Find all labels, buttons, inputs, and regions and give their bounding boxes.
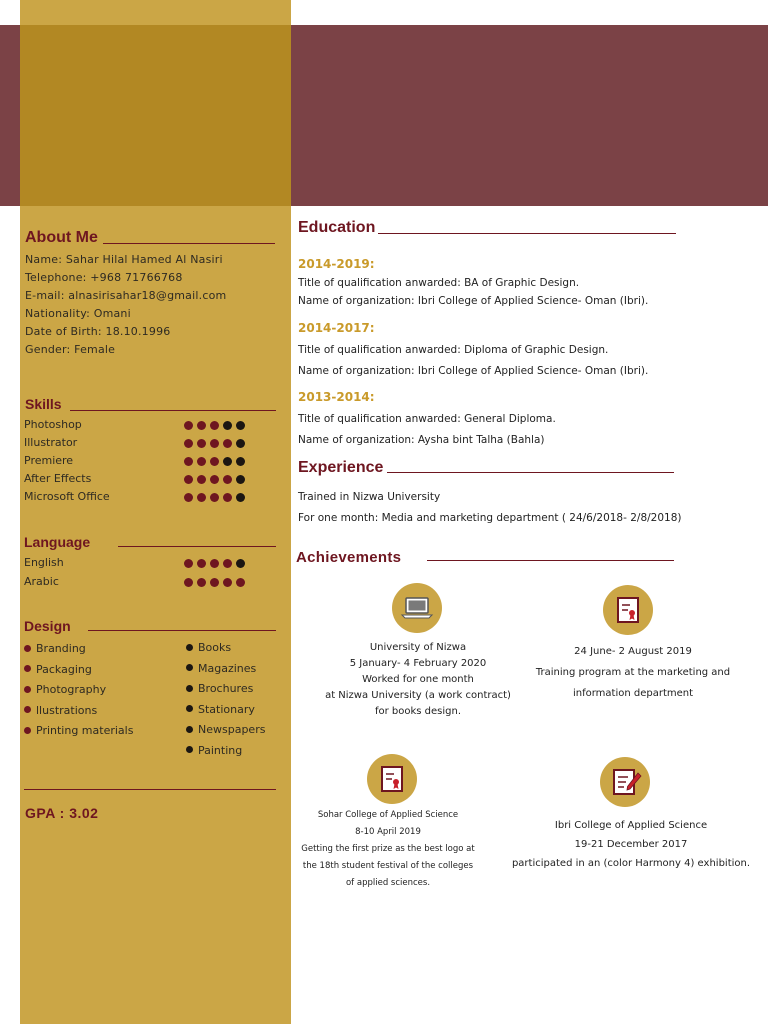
design-item-label: Books [198,641,232,654]
design-item-label: llustrations [36,703,98,717]
rating-dot [223,578,232,587]
skill-label: Premiere [24,454,74,467]
laptop-icon [392,583,442,633]
bullet-icon [24,727,31,734]
rating-dot [197,493,206,502]
rating-dot [236,578,245,587]
about-email: E-mail: alnasirisahar18@gmail.com [25,289,227,302]
achievement-3-text [288,807,488,892]
skills-title: Skills [25,396,62,412]
bullet-icon [24,645,31,652]
rating-dot [197,421,206,430]
design-item-label: Brochures [198,682,254,695]
achievement-4-line: participated in an (color Harmony 4) exhibition. [511,858,751,869]
achievement-3-line: 8-10 April 2019 [355,827,421,837]
rating-dot [223,559,232,568]
about-title: About Me [25,229,98,246]
edu-title-3: Title of qualification anwarded: General Diploma. [298,413,556,425]
design-item-label: Printing materials [36,724,134,737]
rating-dot [197,439,206,448]
achievement-4-text [505,816,757,873]
design-item [24,663,92,676]
bullet-icon [186,746,193,753]
about-telephone: Telephone: +968 71766768 [25,271,183,284]
rating-dot [223,457,232,466]
design-item-label: Magazines [198,661,257,675]
design-item-label: Painting [198,743,243,757]
edu-org-1: Name of organization: Ibri College of Applied Science- Oman (Ibri). [298,295,649,307]
rating-dot [236,439,245,448]
design-item-label: Packaging [36,662,92,676]
skills-rule [70,410,276,411]
design-item-label: Branding [36,642,86,655]
skill-rating [184,421,245,430]
achievement-4-line: 19-21 December 2017 [574,839,688,850]
edu-org-2: Name of organization: Ibri College of Applied Science- Oman (Ibri). [298,365,649,377]
rating-dot [197,559,206,568]
language-rule [118,546,276,547]
rating-dot [210,493,219,502]
experience-line-2: For one month: Media and marketing department ( 24/6/2018- 2/8/2018) [298,512,682,524]
design-item [24,704,97,717]
language-row [24,575,264,593]
bullet-icon [24,686,31,693]
skill-rating [184,439,245,448]
design-item [186,682,253,695]
language-rating [184,559,245,568]
achievement-1-line: 5 January- 4 February 2020 [349,658,487,669]
certificate-icon [367,754,417,804]
achievement-2-text [520,641,746,704]
achievements-rule [427,560,674,561]
bullet-icon [186,664,193,671]
achievement-3-line: the 18th student festival of the colleges [302,861,474,871]
rating-dot [236,559,245,568]
skill-rating [184,493,245,502]
edu-year-1: 2014-2019: [298,257,375,271]
design-item-label: Photography [36,683,107,696]
rating-dot [223,421,232,430]
experience-title: Experience [298,459,384,476]
edu-year-2: 2014-2017: [298,321,375,335]
skill-row [24,454,264,472]
design-item [186,703,255,716]
rating-dot [236,475,245,484]
photo-placeholder [20,25,291,206]
rating-dot [184,475,193,484]
design-item [186,744,242,757]
achievement-2-line: Training program at the marketing and [535,667,731,678]
design-item [24,642,86,655]
rating-dot [197,457,206,466]
experience-rule [387,472,674,473]
rating-dot [184,421,193,430]
bullet-icon [186,705,193,712]
about-name: Name: Sahar Hilal Hamed Al Nasiri [25,253,223,266]
education-rule [378,233,676,234]
rating-dot [210,578,219,587]
achievement-1-text [308,640,528,720]
skill-label: After Effects [24,472,92,485]
edu-year-3: 2013-2014: [298,390,375,404]
bullet-icon [24,665,31,672]
rating-dot [236,457,245,466]
achievement-3-line: Getting the first prize as the best logo at [301,844,475,854]
achievement-1-line: for books design. [374,706,462,717]
skill-rating [184,475,245,484]
design-item [186,723,265,736]
achievement-1-line: University of Nizwa [369,642,467,653]
skill-row [24,472,264,490]
achievement-2-line: information department [572,688,694,699]
skill-label: Photoshop [24,418,82,431]
rating-dot [210,439,219,448]
rating-dot [236,493,245,502]
rating-dot [210,475,219,484]
design-item [24,724,133,737]
edu-title-2: Title of qualification anwarded: Diploma of Graphic Design. [298,344,609,356]
bullet-icon [186,726,193,733]
education-title: Education [298,219,376,236]
language-row [24,556,264,574]
about-gender: Gender: Female [25,343,116,356]
skill-label: Illustrator [24,436,78,449]
achievements-title: Achievements [296,549,402,566]
design-item-label: Stationary [198,702,255,716]
achievement-3-line: Sohar College of Applied Science [317,810,459,820]
achievement-4-line: Ibri College of Applied Science [554,820,708,831]
edu-org-3: Name of organization: Aysha bint Talha (Bahla) [298,434,545,446]
bullet-icon [24,706,31,713]
skill-row [24,490,264,508]
rating-dot [210,421,219,430]
skill-row [24,436,264,454]
design-item [186,641,231,654]
rating-dot [184,457,193,466]
bullet-icon [186,644,193,651]
design-item [24,683,106,696]
experience-line-1: Trained in Nizwa University [298,491,441,503]
achievement-1-line: at Nizwa University (a work contract) [325,690,511,701]
language-label: English [24,556,64,569]
rating-dot [184,559,193,568]
design-title: Design [24,618,71,634]
language-label: Arabic [24,575,59,588]
rating-dot [197,578,206,587]
rating-dot [223,475,232,484]
rating-dot [184,439,193,448]
rating-dot [197,475,206,484]
rating-dot [184,578,193,587]
about-dob: Date of Birth: 18.10.1996 [25,325,171,338]
achievement-1-line: Worked for one month [362,674,474,685]
certificate-icon [603,585,653,635]
bullet-icon [186,685,193,692]
skill-rating [184,457,245,466]
rating-dot [223,439,232,448]
gpa-value: GPA : 3.02 [25,805,99,821]
about-rule [103,243,275,244]
edu-title-1: Title of qualification anwarded: BA of Graphic Design. [298,277,580,289]
gpa-rule [24,789,276,790]
design-rule [88,630,276,631]
skill-row [24,418,264,436]
language-title: Language [24,534,91,550]
rating-dot [236,421,245,430]
document-pen-icon [600,757,650,807]
language-rating [184,578,245,587]
design-item [186,662,256,675]
skill-label: Microsoft Office [24,490,110,503]
rating-dot [184,493,193,502]
achievement-3-line: of applied sciences. [345,878,431,888]
rating-dot [210,457,219,466]
rating-dot [210,559,219,568]
about-nationality: Nationality: Omani [25,307,131,320]
rating-dot [223,493,232,502]
achievement-2-line: 24 June- 2 August 2019 [574,646,692,657]
design-item-label: Newspapers [198,723,266,736]
